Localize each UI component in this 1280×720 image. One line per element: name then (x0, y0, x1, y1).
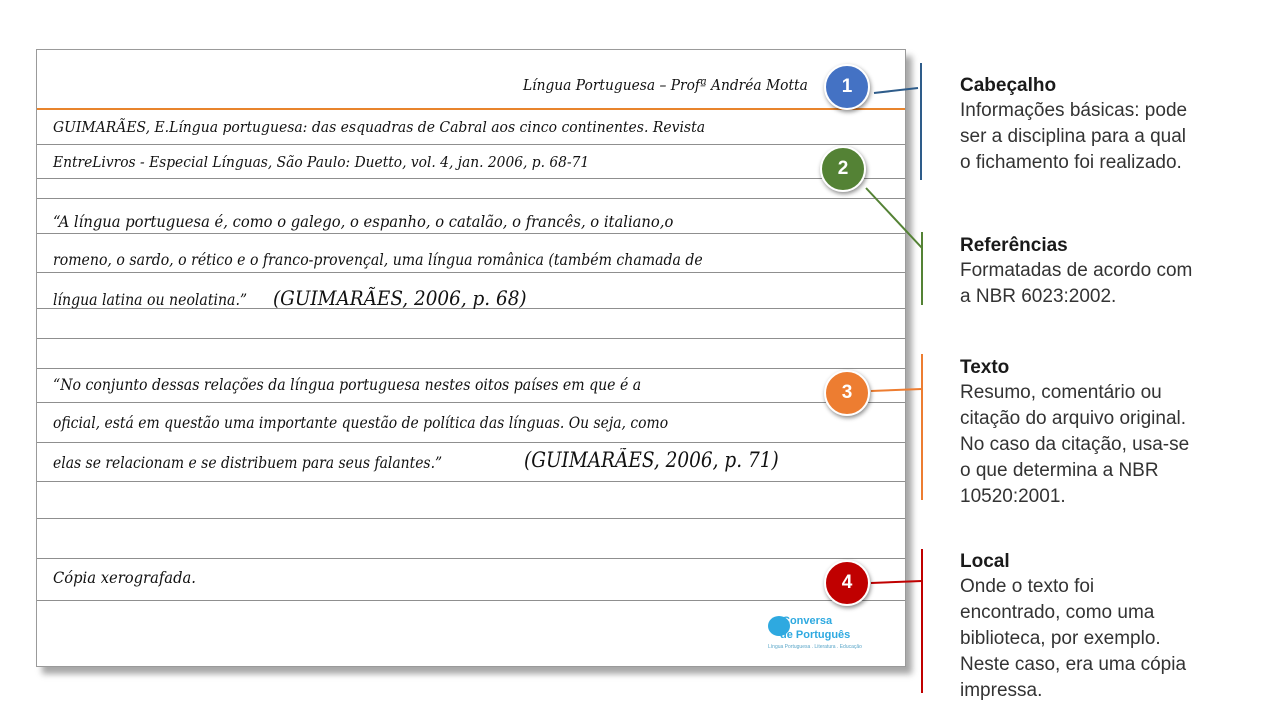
logo-line-1: Conversa (782, 615, 833, 627)
reference-line-1: GUIMARÃES, E.Língua portuguesa: das esquadras de Cabral aos cinco continentes. Revista (53, 118, 706, 136)
section-body: Onde o texto foi encontrado, como uma biblioteca, por exemplo. Neste caso, era uma cópia impressa. (960, 576, 1187, 701)
location-text: Cópia xerografada. (53, 568, 196, 587)
index-card (36, 49, 906, 667)
quote2-line-2: oficial, está em questão uma importante questão de política das línguas. Ou seja, como (53, 413, 669, 432)
quote1-line-1: “A língua portuguesa é, como o galego, o espanho, o catalão, o francês, o italiano,o (53, 212, 674, 231)
section-referencias (960, 234, 1192, 310)
ruled-line (37, 178, 905, 179)
logo-line-2: de Português (780, 629, 851, 641)
ruled-line (37, 233, 905, 234)
quote1-line-2: romeno, o sardo, o rético e o franco-provençal, uma língua românica (também chamada de (53, 250, 703, 269)
badge-1: 1 (824, 64, 870, 110)
badge-4: 4 (824, 560, 870, 606)
badge-2: 2 (820, 146, 866, 192)
quote2-citation: (GUIMARÃES, 2006, p. 71) (524, 448, 779, 472)
ruled-line (37, 198, 905, 199)
ruled-line (37, 442, 905, 443)
section-title: Texto (960, 357, 1010, 378)
ruled-line (37, 600, 905, 601)
quote1-line-3: língua latina ou neolatina.” (53, 290, 248, 309)
quote2-line-3: elas se relacionam e se distribuem para seus falantes.” (53, 453, 443, 472)
header-rule (37, 108, 905, 110)
conversa-de-portugues-logo (768, 613, 878, 655)
ruled-line (37, 518, 905, 519)
section-body: Resumo, comentário ou citação do arquivo original. No caso da citação, usa-se o que determina a NBR 10520:2001. (960, 382, 1190, 507)
section-body: Informações básicas: pode ser a disciplina para a qual o fichamento foi realizado. (960, 100, 1188, 173)
ruled-line (37, 558, 905, 559)
ruled-line (37, 144, 905, 145)
section-title: Cabeçalho (960, 75, 1057, 96)
section-texto (960, 356, 1189, 510)
section-title: Referências (960, 235, 1068, 256)
quote1-citation: (GUIMARÃES, 2006, p. 68) (273, 286, 527, 310)
card-header-text: Língua Portuguesa – Profª Andréa Motta (523, 76, 808, 94)
ruled-line (37, 272, 905, 273)
ruled-line (37, 368, 905, 369)
logo-tagline: Língua Portuguesa . Literatura . Educação (768, 644, 862, 650)
reference-line-2: EntreLivros - Especial Línguas, São Paulo: Duetto, vol. 4, jan. 2006, p. 68-71 (53, 153, 590, 171)
ruled-line (37, 338, 905, 339)
ruled-line (37, 481, 905, 482)
section-title: Local (960, 551, 1010, 572)
ruled-line (37, 402, 905, 403)
section-cabecalho (960, 74, 1187, 176)
section-body: Formatadas de acordo com a NBR 6023:2002. (960, 260, 1193, 307)
badge-3: 3 (824, 370, 870, 416)
section-local (960, 550, 1186, 704)
quote2-line-1: “No conjunto dessas relações da língua portuguesa nestes oitos países em que é a (53, 375, 642, 394)
